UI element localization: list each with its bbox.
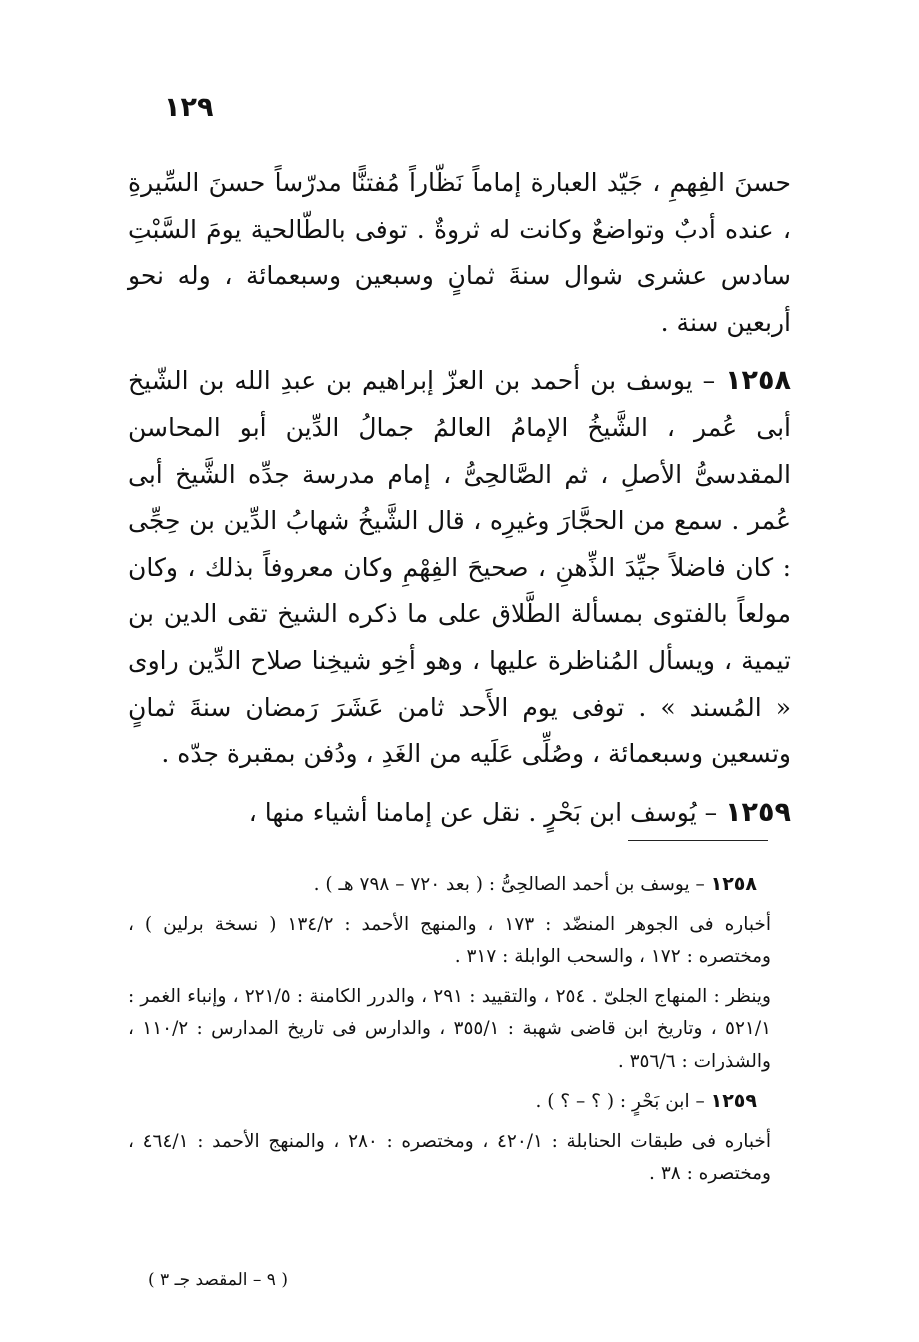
entry-text: – يُوسف ابن بَحْرٍ . نقل عن إمامنا أشياء منها ، — [248, 797, 726, 827]
main-text — [128, 160, 791, 836]
signature-mark: ( ٩ – المقصد جـ ٣ ) — [148, 1270, 288, 1290]
footnotes — [128, 868, 771, 1191]
entry-1259 — [128, 790, 791, 837]
paragraph-text: حسنَ الفِهمِ ، جَيّد العبارة إماماً نَظّاراً مُفتنًّا مدرّساً حسنَ السِّيرةِ ، عنده أدبٌ وتواضعٌ وكانت له ثروةٌ . توفى بالطّالحية يومَ السَّبْتِ سادس عشرى شوال سنةَ ثمانٍ وسبعين وسبعمائة ، وله نحو أربعين سنة . — [128, 168, 791, 337]
footnote-references — [128, 981, 771, 1079]
footnote-number: ١٢٥٩ — [710, 1090, 757, 1112]
footnote-number: ١٢٥٨ — [710, 873, 757, 895]
page-number: ١٢٩ — [164, 92, 214, 123]
entry-text: – يوسف بن أحمد بن العزّ إبراهيم بن عبدِ الله بن الشّيخ أبى عُمر ، الشَّيخُ الإمامُ العالمُ جمالُ الدِّين أبو المحاسن المقدسىُّ الأصلِ ، ثم الصَّالحِىُّ ، إمام مدرسة جدِّه الشَّيخ أبى عُمر . سمع من الحجَّارَ وغيرِه ، قال الشَّيخُ شهابُ الدِّين بن حِجِّى : كان فاضلاً جيِّدَ الذِّهنِ ، صحيحَ الفِهْمِ وكان معروفاً بذلك ، وكان مولعاً بالفتوى بمسألة الطَّلاق على ما ذكره الشيخ تقى الدين بن تيمية ، ويسأل المُناظرة عليها ، وهو أخِو شيخِنا صلاح الدِّين راوى « المُسند » . توفى يوم الأَحد ثامن عَشَرَ رَمضان سنةَ ثمانٍ وتسعين وسبعمائة ، وصُلِّى عَلَيه من الغَدِ ، ودُفن بمقبرة جدّه . — [128, 366, 791, 769]
entry-number: ١٢٥٨ — [725, 365, 791, 397]
footnote-text: – يوسف بن أحمد الصالحِىُّ : ( بعد ٧٢٠ – ٧٩٨ هـ ) . — [313, 874, 711, 895]
footnote-text: وينظر : المنهاج الجلىّ . ٢٥٤ ، والتقييد : ٢٩١ ، والدرر الكامنة : ٢٢١/٥ ، وإنباء الغمر : ٥٢١/١ ، وتاريخ ابن قاضى شهبة : ٣٥٥/١ ، والدارس فى تاريخ المدارس : ١١٠/٢ ، والشذرات : ٣٥٦/٦ . — [128, 985, 772, 1072]
footnote-sources — [128, 1126, 771, 1191]
footnote-text: أخباره فى طبقات الحنابلة : ٤٢٠/١ ، ومختصره : ٢٨٠ ، والمنهج الأحمد : ٤٦٤/١ ، ومختصره : ٣٨ . — [128, 1130, 771, 1184]
footnote-divider — [628, 840, 768, 841]
footnote-text: – ابن بَحْرٍ : ( ؟ – ؟ ) . — [535, 1091, 711, 1112]
footnote-heading-1259 — [128, 1085, 771, 1119]
footnote-text: أخباره فى الجوهر المنضّد : ١٧٣ ، والمنهج الأحمد : ١٣٤/٢ ( نسخة برلين ) ، ومختصره : ١٧٢ ، والسحب الوابلة : ٣١٧ . — [128, 913, 771, 967]
footnote-sources — [128, 909, 771, 974]
paragraph-continuation — [128, 160, 791, 346]
entry-number: ١٢٥٩ — [725, 796, 791, 828]
footnote-heading-1258 — [128, 868, 771, 902]
entry-1258 — [128, 358, 791, 777]
